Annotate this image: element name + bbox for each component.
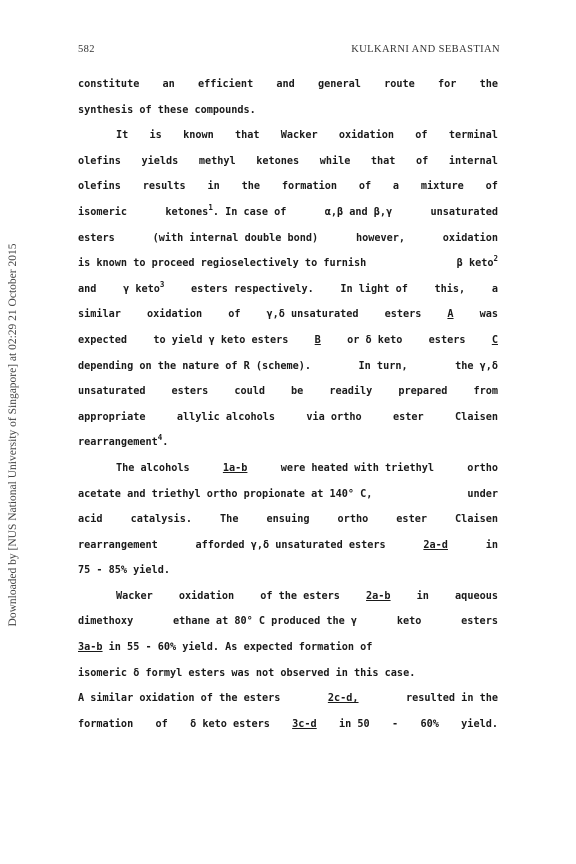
word: Claisen [455, 411, 498, 423]
word: esters [428, 334, 466, 346]
phrase: or δ keto [347, 334, 403, 346]
word: . In case of [212, 206, 287, 218]
phrase [457, 251, 498, 277]
phrase: ethane at 80° C produced the γ [173, 616, 358, 628]
word: in [207, 181, 220, 193]
text-line-11 [78, 328, 498, 354]
citation-superscript: 2 [493, 254, 498, 264]
word: readily [329, 386, 373, 398]
word: for [437, 79, 457, 90]
running-head [78, 44, 500, 55]
word: general [317, 79, 361, 90]
citation-superscript: 3 [159, 279, 165, 289]
phrase [123, 277, 164, 303]
text-line-17 [78, 482, 498, 508]
phrase: esters respectively. [191, 283, 314, 295]
phrase: In light of [340, 283, 408, 295]
compound-label: 2a-b [366, 590, 391, 602]
phrase: δ keto esters [190, 718, 270, 730]
word: internal [448, 155, 498, 167]
compound-label: 2c-d, [327, 693, 359, 705]
word: ortho [337, 514, 369, 526]
word: yield. [133, 565, 170, 577]
word: unsaturated [430, 206, 498, 218]
phrase: in 55 - 60% yield. [108, 642, 220, 654]
word: results [142, 181, 186, 193]
word: synthesis [78, 104, 134, 116]
word: a [392, 181, 400, 193]
word: a [491, 283, 498, 295]
phrase: resulted in the [405, 693, 498, 705]
word: was [479, 309, 498, 321]
text-line-16 [78, 456, 498, 482]
phrase: isomeric δ formyl esters was not observed in this case. [78, 667, 416, 679]
phrase: A similar oxidation of the esters [78, 693, 281, 705]
text-line-2 [78, 98, 498, 124]
word: ensuing [266, 514, 310, 526]
word: yields [141, 155, 179, 167]
word: γ keto [123, 283, 160, 295]
text-line-4 [78, 149, 498, 175]
word: 75 [78, 565, 91, 577]
citation-superscript: 1 [208, 202, 213, 212]
word: this, [434, 283, 466, 295]
word: of [485, 181, 498, 193]
word: oxidation [146, 309, 203, 321]
phrase: γ,δ unsaturated [266, 309, 359, 321]
text-line-23 [78, 635, 498, 661]
phrase: As expected formation of [225, 642, 373, 654]
word: in [416, 590, 429, 602]
text-line-5 [78, 174, 498, 200]
word: that [370, 155, 396, 167]
word: mixture [420, 181, 464, 193]
word: terminal [448, 130, 498, 142]
phrase: via ortho [306, 411, 362, 423]
word: catalysis. [130, 514, 192, 526]
word: formation [78, 718, 134, 730]
text-line-12 [78, 354, 498, 380]
word: an [162, 79, 175, 90]
word: . [162, 437, 169, 449]
word: esters [461, 616, 498, 628]
word: of [228, 309, 241, 321]
word: rearrangement [78, 437, 158, 449]
word: isomeric [78, 206, 128, 218]
word: constitute [78, 79, 140, 90]
running-head-authors: KULKARNI AND SEBASTIAN [351, 44, 500, 55]
word: ketones [256, 155, 300, 167]
word: formation [281, 181, 338, 193]
word: of [155, 718, 168, 730]
word: under [467, 488, 498, 500]
word: in 50 [339, 718, 370, 730]
text-line-7 [78, 226, 498, 252]
watermark-text: Downloaded by [NUS National University of Singapore] at 02:29 21 October 2015 [7, 243, 19, 627]
word: similar [78, 309, 121, 321]
download-watermark [4, 200, 22, 670]
compound-label: B [314, 334, 321, 346]
compound-label: 3c-d [292, 718, 317, 730]
word: oxidation [178, 590, 235, 602]
citation-superscript: 4 [157, 433, 163, 443]
word: these [157, 104, 189, 116]
compound-label: A [447, 309, 454, 321]
compound-label: 2a-d [423, 539, 448, 551]
text-line-15 [78, 430, 498, 456]
word: efficient [198, 79, 254, 90]
phrase: acetate and triethyl ortho propionate at 140° C, [78, 488, 373, 500]
word: esters [384, 309, 422, 321]
page-number: 582 [78, 44, 95, 55]
text-line-25 [78, 686, 498, 712]
text-line-26 [78, 712, 498, 738]
phrase: is known to proceed regioselectively to furnish [78, 258, 367, 270]
word: keto [396, 616, 422, 628]
phrase: of the esters [260, 590, 340, 602]
text-line-20 [78, 558, 498, 584]
phrase: were heated with triethyl [280, 462, 435, 474]
word: ester [396, 514, 427, 526]
word: esters [78, 232, 115, 244]
word: Wacker [116, 590, 153, 602]
word: the [479, 79, 498, 90]
word: however, [355, 232, 406, 244]
phrase [165, 200, 286, 226]
phrase: the γ,δ [455, 360, 498, 372]
word: and [78, 283, 97, 295]
word: Wacker [280, 130, 318, 142]
text-line-19 [78, 533, 498, 559]
word: - [96, 565, 103, 577]
compound-label: C [491, 334, 498, 346]
word: appropriate [78, 411, 146, 423]
word: 85% [108, 565, 128, 577]
word: compounds. [194, 104, 256, 116]
word: known [183, 130, 214, 142]
word: β keto [456, 258, 494, 270]
word: prepared [398, 386, 448, 398]
word: Claisen [455, 514, 498, 526]
phrase: to yield γ keto esters [153, 334, 289, 346]
text-line-13 [78, 379, 498, 405]
word: of [416, 155, 429, 167]
word: of [415, 130, 428, 142]
body-text [78, 72, 498, 737]
word: of [358, 181, 372, 193]
word: and [276, 79, 295, 90]
text-line-6 [78, 200, 498, 226]
word: be [291, 386, 304, 398]
phrase: allylic alcohols [176, 411, 275, 423]
text-line-22 [78, 609, 498, 635]
compound-label: 3a-b [78, 642, 103, 654]
greek-phrase: α,β and β,γ [324, 206, 393, 218]
text-line-14 [78, 405, 498, 431]
word: the [241, 181, 260, 193]
text-line-3 [78, 123, 498, 149]
phrase: In turn, [358, 360, 408, 372]
word: yield. [461, 718, 498, 730]
word: in [485, 539, 498, 551]
text-line-21 [78, 584, 498, 610]
word: rearrangement [78, 539, 158, 551]
word: - [392, 718, 399, 730]
text-line-18 [78, 507, 498, 533]
word: oxidation [338, 130, 395, 142]
word: expected [78, 334, 128, 346]
text-line-1 [78, 72, 498, 98]
word: while [319, 155, 351, 167]
word: (with internal double bond) [152, 232, 319, 244]
word: ketones [165, 206, 209, 218]
phrase: afforded γ,δ unsaturated esters [195, 539, 386, 551]
phrase [78, 430, 168, 456]
text-line-9 [78, 277, 498, 303]
phrase: depending on the nature of R (scheme). [78, 360, 312, 372]
word: route [384, 79, 415, 90]
text-line-10 [78, 302, 498, 328]
compound-label: 1a-b [222, 462, 248, 474]
word: The [220, 514, 239, 526]
word: of [139, 104, 152, 116]
text-line-24 [78, 661, 498, 687]
word: is [149, 130, 162, 142]
word: from [473, 386, 498, 398]
word: aqueous [455, 590, 498, 602]
word: acid [78, 514, 103, 526]
word: oxidation [442, 232, 498, 244]
word: It [116, 130, 129, 142]
text-line-8 [78, 251, 498, 277]
word: 60% [420, 718, 439, 730]
word: unsaturated [78, 386, 146, 398]
word: ortho [467, 462, 498, 474]
word: could [234, 386, 266, 398]
word: that [234, 130, 260, 142]
word: olefins [78, 155, 121, 167]
word: olefins [78, 181, 121, 193]
phrase: The alcohols [116, 462, 190, 474]
word: methyl [198, 155, 236, 167]
word: ester [392, 411, 424, 423]
word: dimethoxy [78, 616, 134, 628]
word: esters [171, 386, 209, 398]
